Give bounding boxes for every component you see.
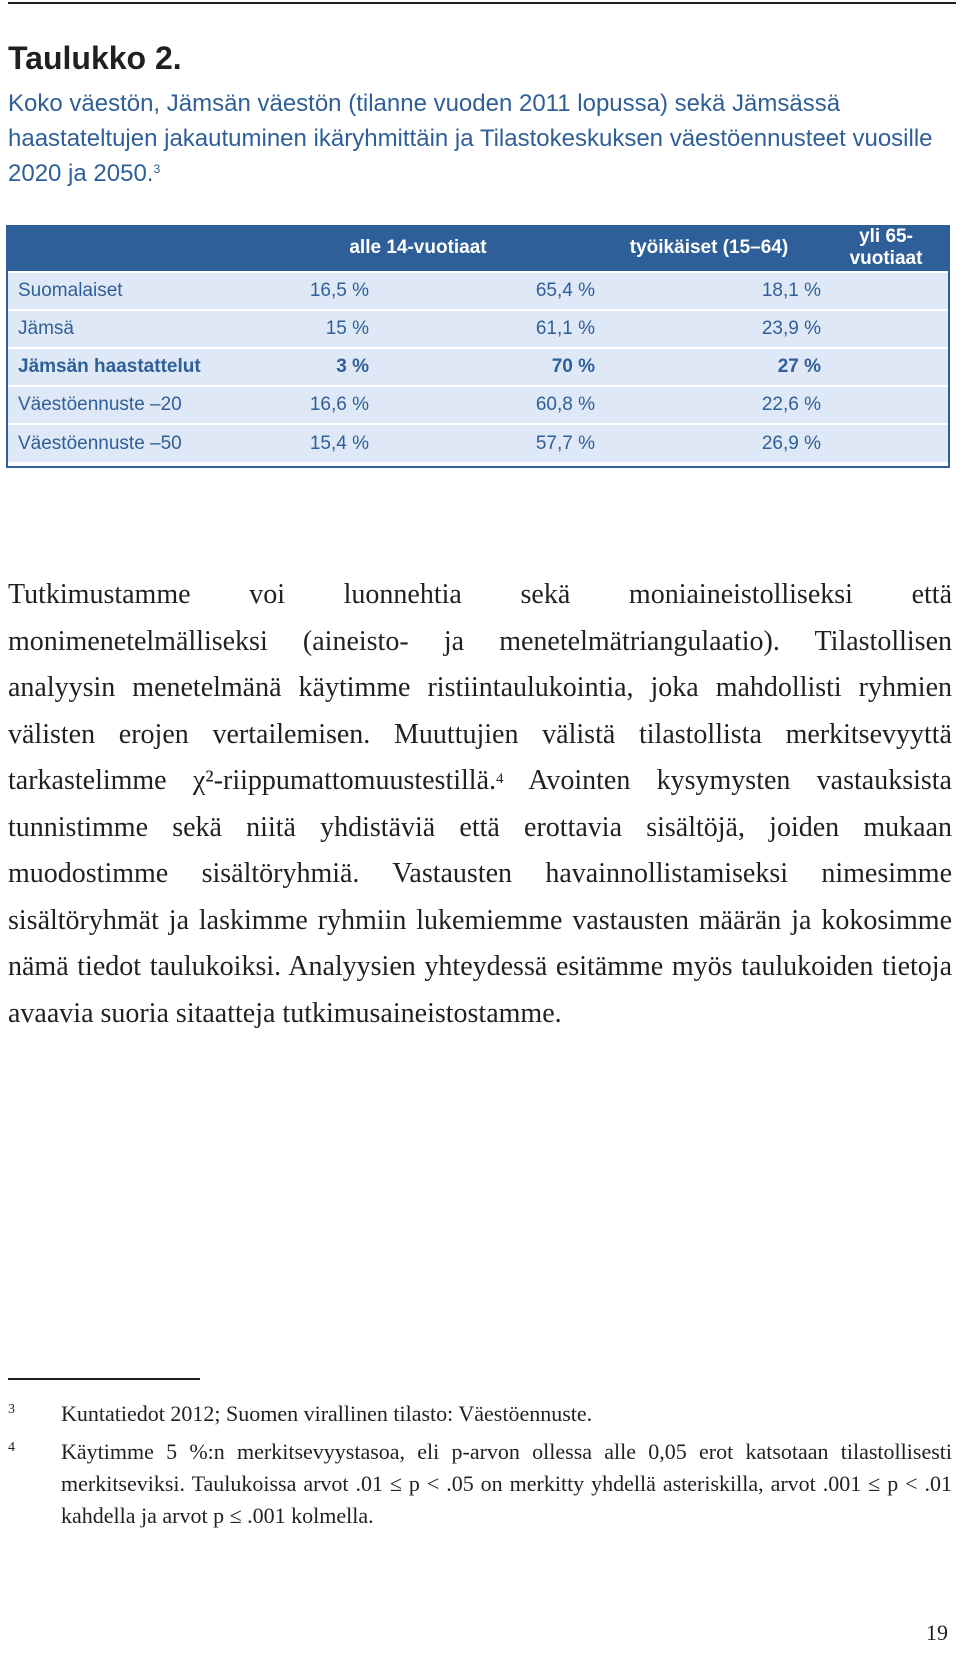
cell-over-65: 22,6 % xyxy=(596,386,822,424)
footnote-separator xyxy=(8,1378,200,1380)
age-distribution-table xyxy=(6,225,950,462)
row-label: Jämsä xyxy=(6,310,240,348)
footnote-number: 4 xyxy=(8,1440,15,1455)
top-rule xyxy=(8,2,956,4)
cell-under-14: 15 % xyxy=(240,310,370,348)
cell-over-65: 18,1 % xyxy=(596,272,822,310)
table-caption xyxy=(8,86,952,191)
footnotes xyxy=(8,1398,952,1532)
table-title: Taulukko 2. xyxy=(8,40,182,76)
table-row xyxy=(6,386,950,424)
header-working-age: työikäiset (15–64) xyxy=(629,237,789,258)
cell-over-65: 26,9 % xyxy=(596,424,822,462)
caption-text: Koko väestön, Jämsän väestön (tilanne vuoden 2011 lopussa) sekä Jämsässä haastateltujen jakautuminen ikäryhmittäin ja Tilastokeskuksen väestöennusteet vuosille 2020 ja 2050. xyxy=(8,90,933,187)
cell-working-age: 61,1 % xyxy=(370,310,596,348)
page-number: 19 xyxy=(926,1620,948,1645)
footnote-number: 3 xyxy=(8,1402,15,1417)
table-row xyxy=(6,310,950,348)
row-label: Väestöennuste –50 xyxy=(6,424,240,462)
header-label xyxy=(6,225,240,272)
body-footnote-ref: 4 xyxy=(496,771,504,787)
table-row xyxy=(6,424,950,462)
cell-working-age: 65,4 % xyxy=(370,272,596,310)
header-under-14: alle 14-vuotiaat xyxy=(349,237,487,258)
footnote-text: Kuntatiedot 2012; Suomen virallinen tilasto: Väestöennuste. xyxy=(61,1401,593,1426)
body-paragraph xyxy=(8,572,952,1037)
footnote xyxy=(8,1436,952,1532)
row-label: Suomalaiset xyxy=(6,272,240,310)
row-label: Jämsän haastattelut xyxy=(6,348,240,386)
header-over-65: yli 65-vuotiaat xyxy=(849,226,923,269)
table-row xyxy=(6,348,950,386)
cell-under-14: 3 % xyxy=(240,348,370,386)
table-header-row xyxy=(6,225,950,272)
cell-working-age: 57,7 % xyxy=(370,424,596,462)
cell-working-age: 60,8 % xyxy=(370,386,596,424)
caption-footnote-ref: 3 xyxy=(153,162,161,176)
footnote-text: Käytimme 5 %:n merkitsevyystasoa, eli p-arvon ollessa alle 0,05 erot katsotaan tilastollisesti merkitseviksi. Taulukoissa arvot .01 ≤ p < .05 on merkitty yhdellä asteriskilla, arvot .001 ≤ p < .01 kahdella ja arvot p ≤ .001 kolmella. xyxy=(61,1439,952,1528)
cell-over-65: 27 % xyxy=(596,348,822,386)
cell-under-14: 16,5 % xyxy=(240,272,370,310)
cell-under-14: 16,6 % xyxy=(240,386,370,424)
cell-over-65: 23,9 % xyxy=(596,310,822,348)
footnote xyxy=(8,1398,952,1430)
cell-under-14: 15,4 % xyxy=(240,424,370,462)
row-label: Väestöennuste –20 xyxy=(6,386,240,424)
body-text-part-1: Tutkimustamme voi luonnehtia sekä moniaineistolliseksi että monimenetelmälliseksi (aineisto- ja menetelmätriangulaatio). Tilastollisen analyysin menetelmänä käytimme ristiintaulukointia, joka mahdollisti ryhmien välisten erojen vertailemisen. Muuttujien välistä tilastollista merkitsevyyttä tarkastelimme χ²-riippumattomuustestillä. xyxy=(8,579,952,796)
table-row xyxy=(6,272,950,310)
body-text-part-2: Avointen kysymysten vastauksista tunnistimme sekä niitä yhdistäviä että erottavia sisältöjä, joiden mukaan muodostimme sisältöryhmiä. Vastausten havainnollistamiseksi nimesimme sisältöryhmät ja laskimme ryhmiin lukemiemme vastausten määrän ja kokosimme nämä tiedot taulukoiksi. Analyysien yhteydessä esitämme myös taulukoiden tietoja avaavia suoria sitaatteja tutkimusaineistostamme. xyxy=(8,765,952,1029)
cell-working-age: 70 % xyxy=(370,348,596,386)
